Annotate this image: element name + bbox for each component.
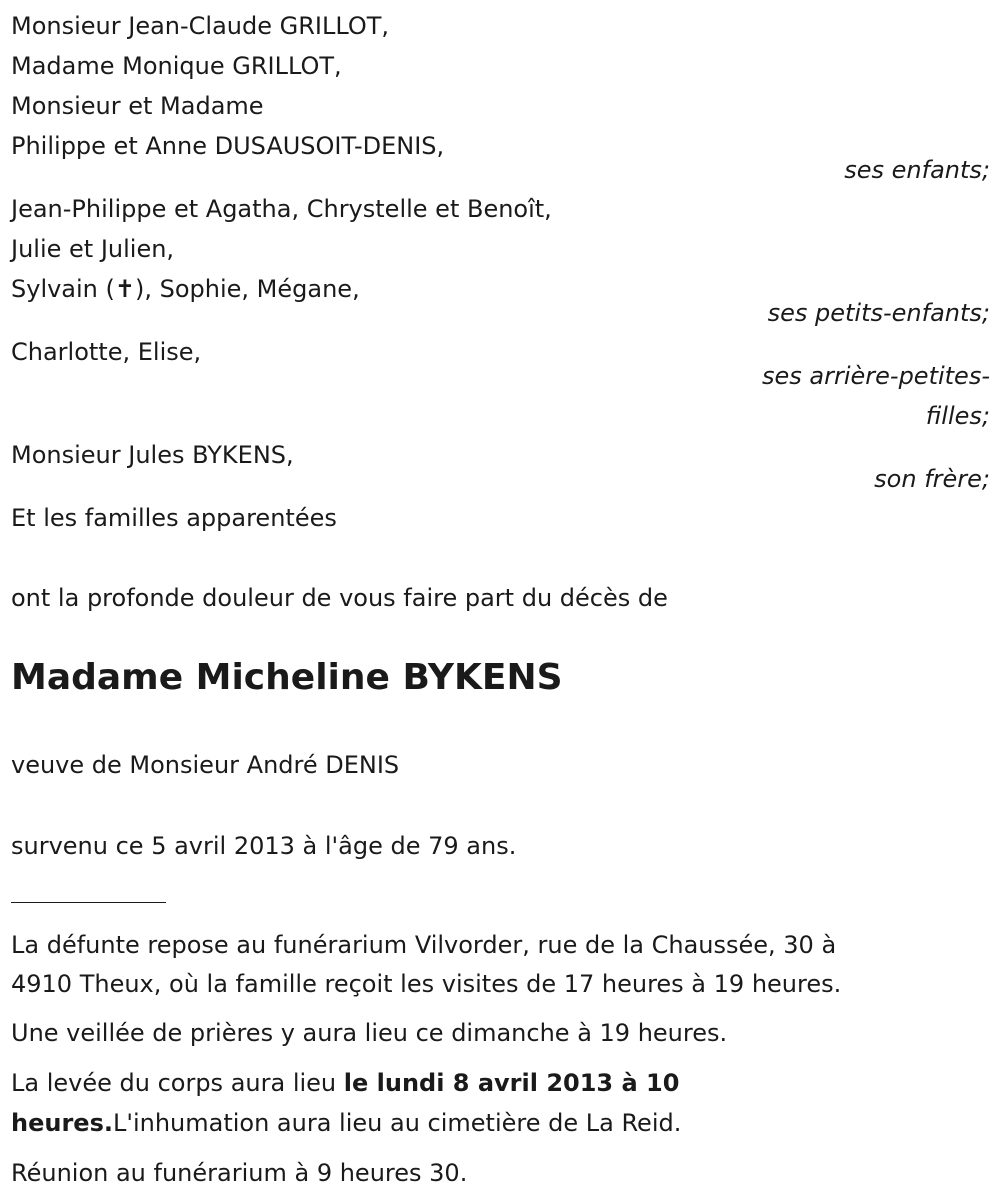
levee-time: heures.: [11, 1109, 113, 1137]
grandchild-line-3: Sylvain (✝), Sophie, Mégane,: [11, 275, 360, 303]
reunion-line: Réunion au funérarium à 9 heures 30.: [11, 1159, 468, 1187]
great-granddaughter-line-1: Charlotte, Elise,: [11, 338, 202, 366]
role-brother: son frère;: [874, 465, 990, 493]
role-grandchildren: ses petits-enfants;: [767, 299, 990, 327]
grandchild-line-1: Jean-Philippe et Agatha, Chrystelle et Benoît,: [11, 195, 552, 223]
child-line-4: Philippe et Anne DUSAUSOIT-DENIS,: [11, 132, 445, 160]
role-great-granddaughters-1: ses arrière-petites-: [762, 362, 990, 390]
deceased-name: Madame Micheline BYKENS: [11, 657, 563, 698]
grandchild-line-2: Julie et Julien,: [11, 235, 175, 263]
levee-line-1: [11, 1063, 679, 1103]
inhumation-text: L'inhumation aura lieu au cimetière de La Reid.: [112, 1109, 682, 1137]
levee-date: le lundi 8 avril 2013 à 10: [343, 1069, 680, 1097]
child-line-2: Madame Monique GRILLOT,: [11, 52, 342, 80]
announcement-intro: ont la profonde douleur de vous faire part du décès de: [11, 584, 668, 612]
repose-line-2: 4910 Theux, où la famille reçoit les visites de 17 heures à 19 heures.: [11, 970, 842, 998]
separator-line: [11, 902, 166, 903]
death-info: survenu ce 5 avril 2013 à l'âge de 79 ans.: [11, 832, 517, 860]
widow-of: veuve de Monsieur André DENIS: [11, 751, 400, 779]
brother-line-1: Monsieur Jules BYKENS,: [11, 441, 294, 469]
levee-line-2: [11, 1103, 681, 1143]
role-children: ses enfants;: [844, 156, 990, 184]
related-families: Et les familles apparentées: [11, 504, 337, 532]
repose-line-1: La défunte repose au funérarium Vilvorder, rue de la Chaussée, 30 à: [11, 931, 837, 959]
child-line-3: Monsieur et Madame: [11, 92, 264, 120]
child-line-1: Monsieur Jean-Claude GRILLOT,: [11, 12, 390, 40]
levee-prefix: La levée du corps aura lieu: [11, 1069, 344, 1097]
vigil-line: Une veillée de prières y aura lieu ce dimanche à 19 heures.: [11, 1019, 728, 1047]
role-great-granddaughters-2: filles;: [925, 402, 990, 430]
